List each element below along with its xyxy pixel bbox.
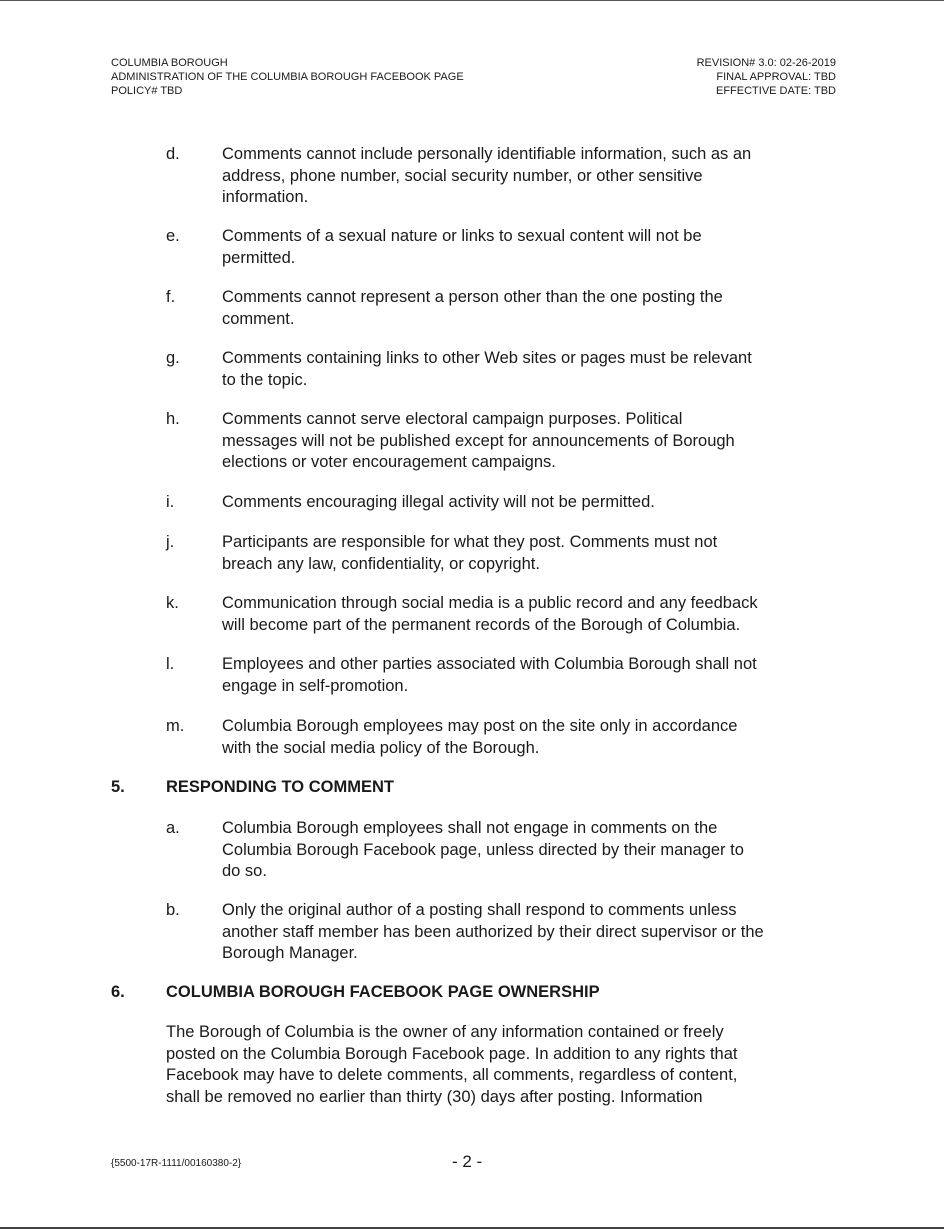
list-letter: a. xyxy=(166,819,180,837)
text-line: Comments cannot serve electoral campaign purposes. Political xyxy=(222,410,683,428)
list-letter: i. xyxy=(166,493,175,511)
header-effective-date: EFFECTIVE DATE: TBD xyxy=(716,85,836,97)
section-title: RESPONDING TO COMMENT xyxy=(166,778,394,796)
text-line: Comments cannot include personally identifiable information, such as an xyxy=(222,145,752,163)
text-line: posted on the Columbia Borough Facebook page. In addition to any rights that xyxy=(166,1044,738,1063)
text-line: another staff member has been authorized by their direct supervisor or the xyxy=(222,922,764,941)
text-line: Comments containing links to other Web sites or pages must be relevant xyxy=(222,349,752,367)
text-line: Only the original author of a posting shall respond to comments unless xyxy=(222,901,737,919)
section-title: COLUMBIA BOROUGH FACEBOOK PAGE OWNERSHIP xyxy=(166,983,600,1001)
list-text xyxy=(222,654,842,697)
text-line: Employees and other parties associated with Columbia Borough shall not xyxy=(222,655,757,673)
header-policy-number: POLICY# TBD xyxy=(111,85,183,97)
document-header-right xyxy=(697,56,836,98)
list-text xyxy=(222,492,842,514)
list-letter: f. xyxy=(166,288,176,306)
text-line: Columbia Borough employees may post on the site only in accordance xyxy=(222,717,738,735)
header-doc-title: ADMINISTRATION OF THE COLUMBIA BOROUGH FACEBOOK PAGE xyxy=(111,71,464,83)
text-line: to the topic. xyxy=(222,370,308,389)
section-number: 5. xyxy=(111,778,125,796)
text-line: information. xyxy=(222,188,309,206)
footer-document-code: {5500-17R-1111/00160380-2} xyxy=(111,1158,242,1169)
text-line: Comments of a sexual nature or links to sexual content will not be xyxy=(222,227,702,245)
text-line: elections or voter encouragement campaigns. xyxy=(222,453,556,471)
list-text xyxy=(222,144,842,209)
list-text xyxy=(222,409,842,474)
ownership-paragraph xyxy=(166,1022,856,1108)
list-letter: l. xyxy=(166,655,175,673)
header-org: COLUMBIA BOROUGH xyxy=(111,57,228,69)
section-number: 6. xyxy=(111,983,125,1001)
list-text xyxy=(222,226,842,269)
text-line: comment. xyxy=(222,309,295,328)
list-letter: k. xyxy=(166,594,179,612)
text-line: Columbia Borough employees shall not engage in comments on the xyxy=(222,819,718,837)
header-revision: REVISION# 3.0: 02-26-2019 xyxy=(696,57,836,69)
list-text xyxy=(222,900,842,965)
list-letter: h. xyxy=(166,410,180,428)
list-letter: g. xyxy=(166,349,180,367)
text-line: The Borough of Columbia is the owner of any information contained or freely xyxy=(166,1023,724,1041)
text-line: will become part of the permanent records of the Borough of Columbia. xyxy=(222,615,741,634)
text-line: breach any law, confidentiality, or copyright. xyxy=(222,554,540,573)
list-letter: j. xyxy=(166,533,175,551)
text-line: Borough Manager. xyxy=(222,944,358,962)
text-line: address, phone number, social security number, or other sensitive xyxy=(222,166,703,185)
text-line: Comments cannot represent a person other than the one posting the xyxy=(222,288,723,306)
list-text xyxy=(222,818,842,883)
text-line: with the social media policy of the Borough. xyxy=(222,738,540,757)
text-line: engage in self-promotion. xyxy=(222,676,409,695)
list-letter: m. xyxy=(166,717,185,735)
header-final-approval: FINAL APPROVAL: TBD xyxy=(716,71,836,83)
list-letter: b. xyxy=(166,901,180,919)
text-line: Communication through social media is a public record and any feedback xyxy=(222,594,758,612)
text-line: do so. xyxy=(222,862,267,880)
page-top-border xyxy=(0,0,944,1)
list-text xyxy=(222,532,842,575)
text-line: Columbia Borough Facebook page, unless directed by their manager to xyxy=(222,840,744,859)
text-line: shall be removed no earlier than thirty (30) days after posting. Information xyxy=(166,1087,703,1106)
list-letter: e. xyxy=(166,227,180,245)
page-number: - 2 - xyxy=(452,1152,483,1171)
text-line: Comments encouraging illegal activity will not be permitted. xyxy=(222,493,655,511)
list-text xyxy=(222,348,842,391)
text-line: messages will not be published except for announcements of Borough xyxy=(222,431,735,450)
list-text xyxy=(222,287,842,330)
text-line: permitted. xyxy=(222,248,296,267)
list-text xyxy=(222,593,842,636)
text-line: Facebook may have to delete comments, all comments, regardless of content, xyxy=(166,1066,738,1084)
document-header-left xyxy=(111,56,464,98)
list-letter: d. xyxy=(166,145,180,163)
list-text xyxy=(222,716,842,759)
text-line: Participants are responsible for what they post. Comments must not xyxy=(222,533,718,551)
